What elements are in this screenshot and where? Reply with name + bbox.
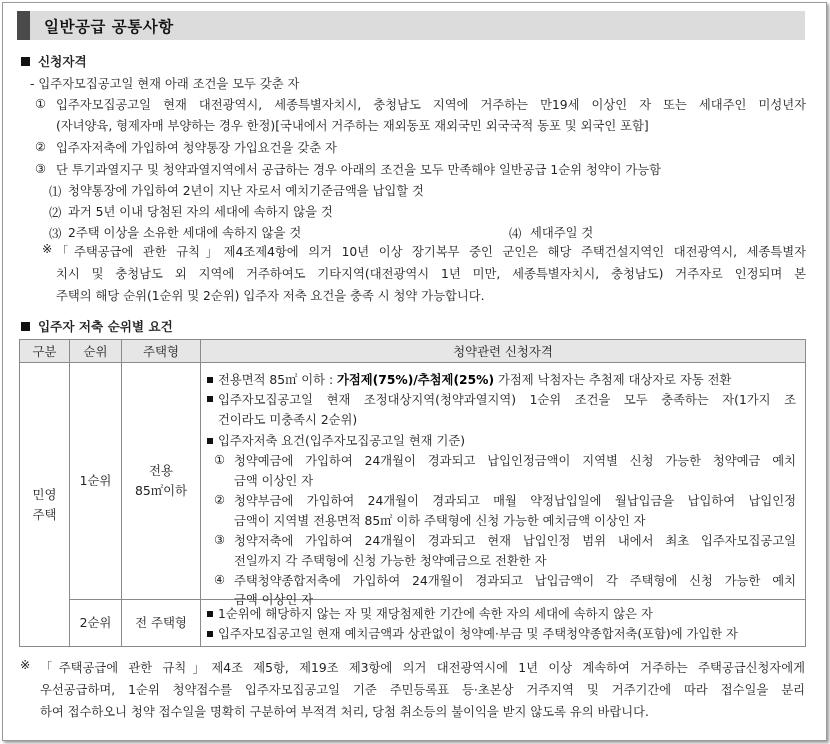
header-accent-bar (17, 11, 30, 40)
item-number: ③ (214, 533, 226, 547)
item-number: ③ (35, 162, 47, 176)
bullet-text: 전용면적 85㎡ 이하 : (218, 373, 337, 387)
note-line1: 「주택공급에 관한 규칙」제4조제4항에 의거 10년 이상 장기복무 중인 군인은 해당 주택건설지역인 대전광역시, 세종특별자 (56, 245, 806, 259)
bullet-text: 건이라도 미충족시 2순위) (218, 413, 358, 427)
criteria-text: 청약부금에 가입하여 24개월이 경과되고 매월 약정납입일에 월납입금을 납입하여 납입인정 (234, 494, 796, 508)
square-bullet-icon (207, 438, 213, 444)
criteria-text: 금액이 지역별 전용면적 85㎡ 이하 주택형에 신청 가능한 예치금액 이상인 자 (234, 514, 646, 528)
savings-heading (21, 316, 173, 335)
rank-cell: 2순위 (70, 600, 122, 647)
square-bullet-icon (21, 322, 30, 331)
footer-line3: 하여 접수하오니 청약 접수일을 명확히 구분하여 부적격 처리, 당첨 취소등의 불이익을 받지 않도록 유의 바랍니다. (40, 705, 649, 719)
square-bullet-icon (207, 611, 213, 617)
sub-number: ⑷ (509, 227, 522, 241)
criteria-text: 청약예금에 가입하여 24개월이 경과되고 납입인정금액이 지역별 신청 가능한 청약예금 예치 (234, 454, 796, 468)
housing-type-text: 전용 (149, 463, 173, 478)
sub4-text: 세대주일 것 (530, 226, 594, 240)
eligibility-intro: - 입주자모집공고일 현재 아래 조건을 모두 갖춘 자 (30, 77, 300, 91)
item2-text: 입주자저축에 가입하여 청약통장 가입요건을 갖춘 자 (56, 141, 337, 155)
sub2-text: 과거 5년 이내 당첨된 자의 세대에 속하지 않을 것 (68, 205, 333, 219)
bullet-line (207, 431, 465, 449)
column-header: 주택형 (122, 340, 201, 363)
note-line3: 주택의 해당 순위(1순위 및 2순위) 입주자 저축 요건을 충족 시 청약 가능합니다. (56, 289, 485, 303)
rank-cell: 1순위 (70, 363, 122, 600)
footer-line1: 「주택공급에 관한 규칙」제4조 제5항, 제19조 제3항에 의거 대전광역시에 1년 이상 계속하여 거주하는 주택공급신청자에게 (40, 661, 805, 675)
section-header (17, 11, 805, 40)
square-bullet-icon (21, 57, 30, 66)
item-number: ② (35, 140, 47, 154)
item-number: ④ (214, 573, 226, 587)
bullet-text: 입주자저축 요건(입주자모집공고일 현재 기준) (218, 434, 466, 448)
criteria-text: 금액 이상인 자 (234, 593, 314, 607)
item1-line2: (자녀양육, 형제자매 부양하는 경우 한정)[국내에서 거주하는 재외동포 재외국민 외국국적 동포 및 외국인 포함] (56, 119, 649, 133)
note-line2: 치시 및 충청남도 외 지역에 거주하여도 기타지역(대전광역시 1년 미만, 세종특별자치시, 충청남도) 거주자로 인정되며 본 (56, 267, 806, 281)
item-number: ① (35, 97, 47, 111)
criteria-text: 청약저축에 가입하여 24개월이 경과되고 현재 납입인정 범위 내에서 최초 입주자모집공고일 (234, 534, 796, 548)
bullet-bold-text: 가점제(75%)/추첨제(25%) (337, 373, 495, 387)
criteria-text: 금액 이상인 자 (234, 474, 314, 488)
footer-note-mark: ※ (20, 658, 31, 672)
criteria-text: 주택청약종합저축에 가입하여 24개월이 경과되고 납입금액이 각 주택형에 신청 가능한 예치 (234, 574, 796, 588)
bullet-line (207, 624, 738, 642)
category-cell (20, 363, 70, 647)
square-bullet-icon (207, 377, 213, 383)
table-row (20, 363, 806, 600)
category-text: 주택 (32, 506, 57, 522)
column-header: 구분 (20, 340, 70, 363)
sub-number: ⑶ (49, 227, 62, 241)
column-header: 순위 (70, 340, 122, 363)
criteria-text: 전일까지 각 주택형에 신청 가능한 청약예금으로 전환한 자 (234, 554, 547, 568)
requirements-cell (201, 600, 806, 647)
page-title: 일반공급 공통사항 (44, 18, 174, 36)
sub-number: ⑴ (49, 185, 62, 199)
savings-heading-text: 입주자 저축 순위별 요건 (38, 319, 173, 334)
table-row (20, 600, 806, 647)
bullet-line (207, 604, 653, 622)
bullet-text: 입주자모집공고일 현재 예치금액과 상관없이 청약예·부금 및 주택청약종합저축(포함)에 가입한 자 (218, 627, 738, 641)
item1-line1: 입주자모집공고일 현재 대전광역시, 세종특별자치시, 충청남도 지역에 거주하는 만19세 이상인 자 또는 세대주인 미성년자 (56, 98, 806, 112)
sub-number: ⑵ (49, 206, 62, 220)
bullet-line (207, 370, 731, 388)
eligibility-heading (21, 51, 87, 70)
bullet-text: 1순위에 해당하지 않는 자 및 재당첨제한 기간에 속한 자의 세대에 속하지 않은 자 (218, 607, 653, 621)
housing-type-cell: 전 주택형 (122, 600, 201, 647)
table-header-row (20, 340, 806, 363)
sub3-text: 2주택 이상을 소유한 세대에 속하지 않을 것 (68, 226, 302, 240)
eligibility-heading-text: 신청자격 (38, 54, 87, 69)
note-mark: ※ (42, 242, 53, 256)
item3-text: 단 투기과열지구 및 청약과열지역에서 공급하는 경우 아래의 조건을 모두 만족해야 일반공급 1순위 청약이 가능함 (56, 163, 662, 177)
housing-type-text: 85㎡이하 (134, 483, 188, 498)
square-bullet-icon (207, 631, 213, 637)
requirements-cell (201, 363, 806, 607)
housing-type-cell (122, 363, 201, 600)
savings-requirements-table (19, 339, 806, 647)
square-bullet-icon (207, 392, 218, 406)
column-header: 청약관련 신청자격 (201, 340, 806, 363)
bullet-text: 입주자모집공고일 현재 조정대상지역(청약과열지역) 1순위 조건을 모두 충족하는 자(1가지 조 (218, 393, 796, 407)
category-text: 민영 (32, 486, 57, 502)
sub1-text: 청약통장에 가입하여 2년이 지난 자로서 예치기준금액을 납입할 것 (68, 184, 424, 198)
bullet-text: 가점제 낙첨자는 추첨제 대상자로 자동 전환 (494, 373, 732, 387)
item-number: ② (214, 493, 226, 507)
item-number: ① (214, 453, 226, 467)
footer-line2: 우선공급하며, 1순위 청약접수를 입주자모집공고일 기준 주민등록표 등·초본상 거주지역 및 거주기간에 따라 접수일을 분리 (40, 683, 805, 697)
